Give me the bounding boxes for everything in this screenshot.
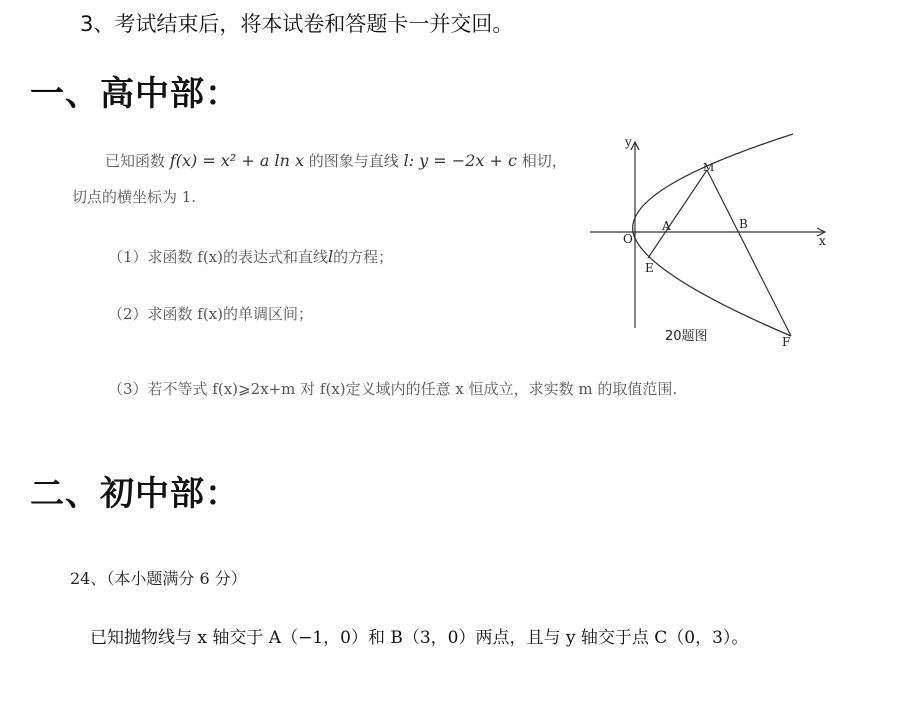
segment-me xyxy=(648,170,707,258)
label-y: y xyxy=(625,135,632,149)
q1-line-name: l xyxy=(328,247,334,266)
intro-prefix: 已知函数 xyxy=(105,152,166,170)
problem-intro-line2: 切点的横坐标为 1. xyxy=(72,188,197,206)
problem-intro xyxy=(105,150,567,171)
question-3: （3）若不等式 f(x)⩾2x+m 对 f(x)定义域内的任意 x 恒成立，求实数 m 的取值范围. xyxy=(108,380,678,398)
instruction-item-3: 3、考试结束后，将本试卷和答题卡一并交回。 xyxy=(80,12,514,36)
line-equation: : y = −2x + c xyxy=(408,151,517,170)
question-2: （2）求函数 f(x)的单调区间； xyxy=(108,305,314,323)
section-title-middle-school: 二、初中部： xyxy=(30,474,240,514)
problem-24-header: 24、（本小题满分 6 分） xyxy=(70,569,247,588)
function-formula: f(x) = x² + a ln x xyxy=(169,151,304,170)
label-e: E xyxy=(645,261,654,275)
question-1 xyxy=(108,246,393,267)
q1-prefix: （1）求函数 f(x)的表达式和直线 xyxy=(108,248,329,266)
label-x: x xyxy=(819,234,826,248)
label-b: B xyxy=(739,217,748,231)
q1-suffix: 的方程； xyxy=(333,248,394,266)
label-a: A xyxy=(662,219,671,233)
label-m: M xyxy=(703,161,715,174)
line-name: l xyxy=(403,151,409,170)
segment-mf xyxy=(707,170,791,336)
problem-24-body: 已知抛物线与 x 轴交于 A（−1，0）和 B（3，0）两点，且与 y 轴交于点 C（0，3）。 xyxy=(90,628,749,648)
intro-suffix: 相切， xyxy=(521,152,567,170)
figure-caption: 20题图 xyxy=(665,329,708,344)
label-f: F xyxy=(782,335,791,349)
label-o: O xyxy=(623,232,633,246)
geometry-figure xyxy=(585,130,835,350)
intro-mid: 的图象与直线 xyxy=(308,152,399,170)
section-title-high-school: 一、高中部： xyxy=(30,74,240,114)
